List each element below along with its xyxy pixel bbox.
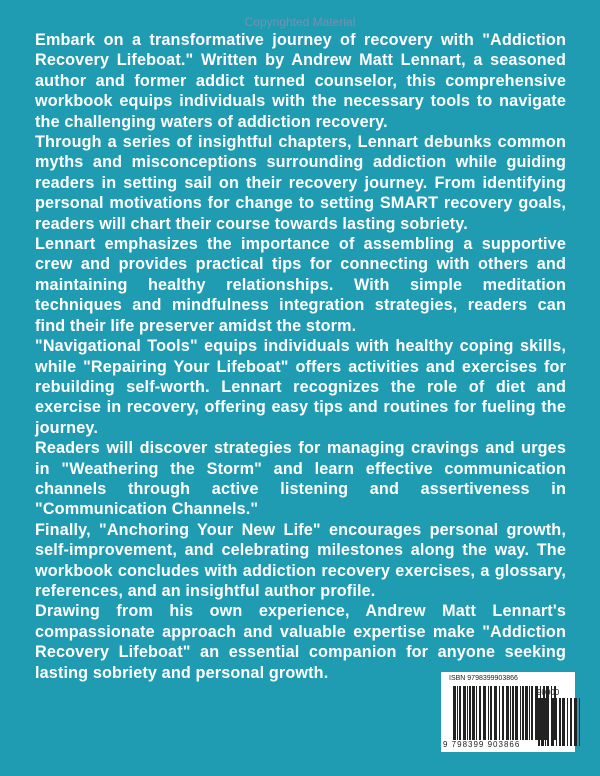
barcode-bar — [545, 698, 546, 746]
barcode-bar — [457, 686, 458, 740]
barcode-bar — [472, 686, 475, 740]
barcode-bar — [556, 698, 557, 746]
barcode-bar — [469, 686, 471, 740]
barcode-bar — [483, 686, 486, 740]
barcode-bar — [525, 686, 528, 740]
barcode-bar — [459, 686, 461, 740]
barcode-bar — [522, 686, 524, 740]
barcode-bar — [562, 698, 565, 746]
paragraph: Lennart emphasizes the importance of assembling a supportive crew and provides practical tips for connecting with others and maintaining healthy relationships. With simple meditation techniques and mindfulness integration strategies, readers can find their life preserver amidst the storm. — [35, 235, 566, 335]
paragraph: "Navigational Tools" equips individuals with healthy coping skills, while "Repairing Your Lifeboat" offers activities and exercises for rebuilding self-worth. Lennart recognizes the role of diet and exercise in recovery, offering easy tips and routines for fueling the journey. — [35, 337, 566, 437]
barcode-bar — [559, 698, 561, 746]
paragraph: Drawing from his own experience, Andrew Matt Lennart's compassionate approach and valuable expertise make "Addiction Recovery Lifeboat" an essential companion for anyone seeking lasting sobriety and personal growth. — [35, 602, 566, 682]
price-code: 90000 — [537, 688, 560, 697]
paragraph: Through a series of insightful chapters, Lennart debunks common myths and misconceptions surrounding addiction while guiding readers in setting sail on their recovery journey. From identifying personal motivations for change to setting SMART recovery goals, readers will chart their course towards lasting sobriety. — [35, 133, 566, 233]
barcode-bar — [547, 698, 549, 746]
barcode-bar — [476, 686, 477, 740]
paragraph: Readers will discover strategies for managing cravings and urges in "Weathering the Storm" and learn effective communication channels through active listening and assertiveness in "Communication Channels." — [35, 439, 566, 519]
price-barcode-bars — [538, 698, 581, 746]
barcode-bar — [538, 698, 540, 746]
barcode-digits: 9 798399 903866 — [443, 740, 521, 749]
barcode-bar — [499, 686, 500, 740]
barcode-bar — [567, 698, 568, 746]
paragraph: Finally, "Anchoring Your New Life" encourages personal growth, self-improvement, and celebrating milestones along the way. The workbook concludes with addiction recovery exercises, a glossary, references, and an insightful author profile. — [35, 520, 566, 600]
barcode-bar — [520, 686, 521, 740]
barcode-bar — [467, 686, 468, 740]
barcode-bar — [579, 698, 580, 746]
isbn-label: ISBN 9798399903866 — [449, 675, 518, 682]
barcode-bar — [490, 686, 492, 740]
barcode-bar — [574, 698, 577, 746]
paragraph: Embark on a transformative journey of recovery with "Addiction Recovery Lifeboat." Written by Andrew Matt Lennart, a seasoned author and former addict turned counselor, this comprehensive workbook equips individuals with the necessary tools to navigate the challenging waters of addiction recovery. — [35, 31, 566, 131]
barcode-bar — [541, 698, 544, 746]
barcode-bar — [506, 686, 509, 740]
barcode-bar — [512, 686, 514, 740]
copyright-watermark: Copyrighted Material — [244, 15, 356, 29]
barcode-bar — [488, 686, 489, 740]
barcode-bar — [479, 686, 481, 740]
barcode-bar — [502, 686, 504, 740]
barcode-bar — [510, 686, 511, 740]
barcode-bar — [494, 686, 497, 740]
barcode-bar — [570, 698, 572, 746]
barcode-bar — [551, 698, 554, 746]
barcode-bar — [529, 686, 530, 740]
isbn-barcode — [441, 672, 575, 752]
barcode-bar — [531, 686, 533, 740]
barcode-bar — [463, 686, 466, 740]
back-cover-description — [35, 30, 566, 683]
barcode-bar — [515, 686, 518, 740]
barcode-bar — [453, 686, 456, 740]
